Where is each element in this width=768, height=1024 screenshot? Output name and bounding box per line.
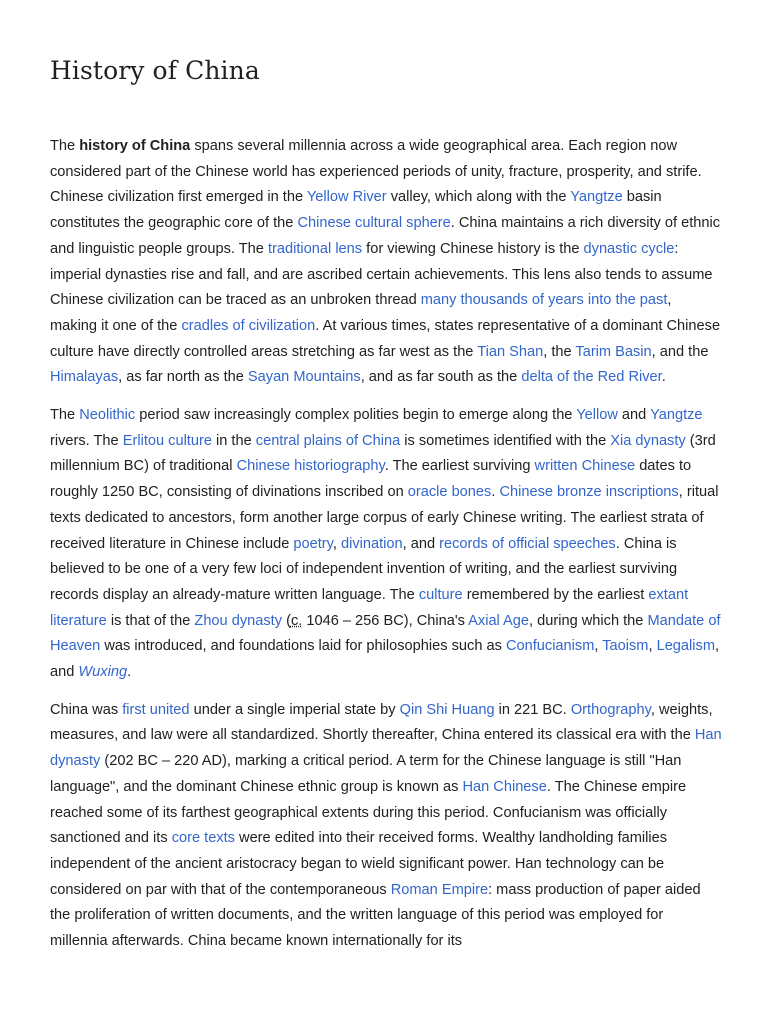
text-run: , as far north as the <box>118 369 248 386</box>
article-link[interactable]: Tarim Basin <box>575 343 652 360</box>
article-link[interactable]: Neolithic <box>79 407 136 424</box>
article-link[interactable]: Chinese cultural sphere <box>297 215 451 232</box>
article-link[interactable]: Yangtze <box>650 407 703 424</box>
text-run: remembered by the earliest <box>462 586 649 603</box>
article-link[interactable]: Qin Shi Huang <box>399 701 495 718</box>
text-run: . <box>127 664 132 681</box>
text-run: in 221 BC. <box>494 701 571 718</box>
text-run: for viewing Chinese history is the <box>362 240 584 257</box>
page-title: History of China <box>50 56 260 85</box>
article-link[interactable]: Confucianism <box>505 638 595 655</box>
article-link[interactable]: core texts <box>171 830 235 847</box>
paragraph <box>50 134 722 391</box>
text-run: , during which the <box>529 612 648 629</box>
text-run: , <box>594 638 603 655</box>
article-link[interactable]: culture <box>418 586 463 603</box>
article-link[interactable]: Mandate of Heaven <box>50 612 721 655</box>
article-link[interactable]: written Chinese <box>534 458 636 475</box>
text-run: is sometimes identified with the <box>400 432 611 449</box>
paragraph <box>50 698 722 955</box>
article-link[interactable]: oracle bones <box>407 484 492 501</box>
article-link[interactable]: poetry <box>293 535 333 552</box>
article-link[interactable]: Tian Shan <box>477 343 544 360</box>
bold-term: history of China <box>79 138 191 154</box>
text-run: under a single imperial state by <box>189 701 400 718</box>
text-run: . The earliest surviving <box>384 458 535 475</box>
article-link[interactable]: Sayan Mountains <box>247 369 361 386</box>
text-run: . China maintains a rich diversity of ethnic and linguistic people groups. The <box>50 215 721 257</box>
article-link[interactable]: Himalayas <box>50 369 119 386</box>
text-run: , the <box>543 343 576 360</box>
article-link[interactable]: Xia dynasty <box>610 432 686 449</box>
text-run: . China is believed to be one of a very few loci of independent invention of writing, and the earliest surviving records display an already-mature written language. The <box>50 535 678 603</box>
text-run: The <box>50 407 80 424</box>
article-link[interactable]: Han Chinese <box>462 778 547 795</box>
text-run: valley, which along with the <box>386 189 571 206</box>
article-link[interactable]: Han dynasty <box>50 727 722 770</box>
article-link[interactable]: many thousands of years into the past <box>420 292 668 309</box>
text-run: , and <box>50 638 720 681</box>
text-run: The <box>50 138 80 154</box>
text-run: basin constitutes the geographic core of the <box>50 189 662 232</box>
article-link[interactable]: delta of the Red River <box>521 369 662 386</box>
text-run: , <box>332 535 341 552</box>
article-link[interactable]: Wuxing <box>78 664 128 681</box>
text-run: in the <box>211 432 256 449</box>
article-link[interactable]: Roman Empire <box>390 881 489 898</box>
text-run: is that of the <box>106 612 195 629</box>
article-link[interactable]: Yellow River <box>306 189 387 206</box>
paragraph <box>50 403 722 686</box>
abbreviation: c. <box>290 612 303 629</box>
article-link[interactable]: Orthography <box>570 701 651 718</box>
text-run: 1046 – 256 BC), China's <box>302 612 469 629</box>
text-run: , <box>648 638 657 655</box>
text-run: (3rd millennium BC) of traditional <box>50 432 716 475</box>
article-link[interactable]: Legalism <box>656 638 715 655</box>
text-run: spans several millennia across a wide geographical area. Each region now considered part of the Chinese world has experienced periods of unity, fracture, prosperity, and strife. Chinese civilization first emerged in the <box>50 138 702 206</box>
text-run: . <box>491 484 500 501</box>
text-run: . At various times, states representative of a dominant Chinese culture have directly controlled areas stretching as far west as the <box>50 317 721 360</box>
text-run: were edited into their received forms. Wealthy landholding families independent of the ancient aristocracy began to wield significant power. Han technology can be considered on par with that of the contemporaneous <box>50 830 668 898</box>
text-run: China was <box>50 701 123 718</box>
article-link[interactable]: central plains of China <box>255 432 401 449</box>
text-run: , and the <box>651 343 709 360</box>
text-run: period saw increasingly complex polities begin to emerge along the <box>135 407 577 424</box>
article-link[interactable]: Erlitou culture <box>122 432 212 449</box>
text-run: , making it one of the <box>50 292 672 334</box>
article-link[interactable]: cradles of civilization <box>181 317 316 334</box>
text-run: : imperial dynasties rise and fall, and are ascribed certain achievements. This lens also tends to assume Chinese civilization can be traced as an unbroken thread <box>50 240 713 309</box>
text-run: . <box>661 369 666 386</box>
text-run: rivers. The <box>50 432 123 449</box>
text-run: dates to roughly 1250 BC, consisting of divinations inscribed on <box>50 458 692 501</box>
text-run: (202 BC – 220 AD), marking a critical period. A term for the Chinese language is still "Han language", and the dominant Chinese ethnic group is known as <box>50 753 682 795</box>
article-link[interactable]: Axial Age <box>468 612 530 629</box>
article-link[interactable]: divination <box>340 535 403 552</box>
text-run: : mass production of paper aided the proliferation of written documents, and the written language of this period was employed for millennia afterwards. China became known internationally for its <box>50 881 701 950</box>
article-body <box>50 134 722 967</box>
text-run: , ritual texts dedicated to ancestors, form another large corpus of early Chinese writing. The earliest strata of received literature in Chinese include <box>50 484 719 552</box>
text-run: ( <box>282 612 291 629</box>
article-link[interactable]: dynastic cycle <box>583 240 675 257</box>
article-link[interactable]: Chinese bronze inscriptions <box>499 484 679 501</box>
article-link[interactable]: Yellow <box>576 407 618 424</box>
article-link[interactable]: Yangtze <box>570 189 623 206</box>
text-run: was introduced, and foundations laid for philosophies such as <box>100 638 506 655</box>
text-run: , and <box>402 535 440 552</box>
article-link[interactable]: Taoism <box>602 638 649 655</box>
article-link[interactable]: Zhou dynasty <box>194 612 283 629</box>
article-link[interactable]: traditional lens <box>267 240 363 257</box>
text-run: . The Chinese empire reached some of its farthest geographical extents during this period. Confucianism was officially sanctioned and its <box>50 778 687 847</box>
article-link[interactable]: Chinese historiography <box>236 458 385 475</box>
text-run: , weights, measures, and law were all standardized. Shortly thereafter, China entered its classical era with the <box>50 701 713 744</box>
article-link[interactable]: first united <box>122 701 190 718</box>
article-link[interactable]: records of official speeches <box>439 535 616 552</box>
text-run: and <box>617 407 651 424</box>
text-run: , and as far south as the <box>360 369 522 386</box>
article-link[interactable]: extant literature <box>50 586 689 629</box>
